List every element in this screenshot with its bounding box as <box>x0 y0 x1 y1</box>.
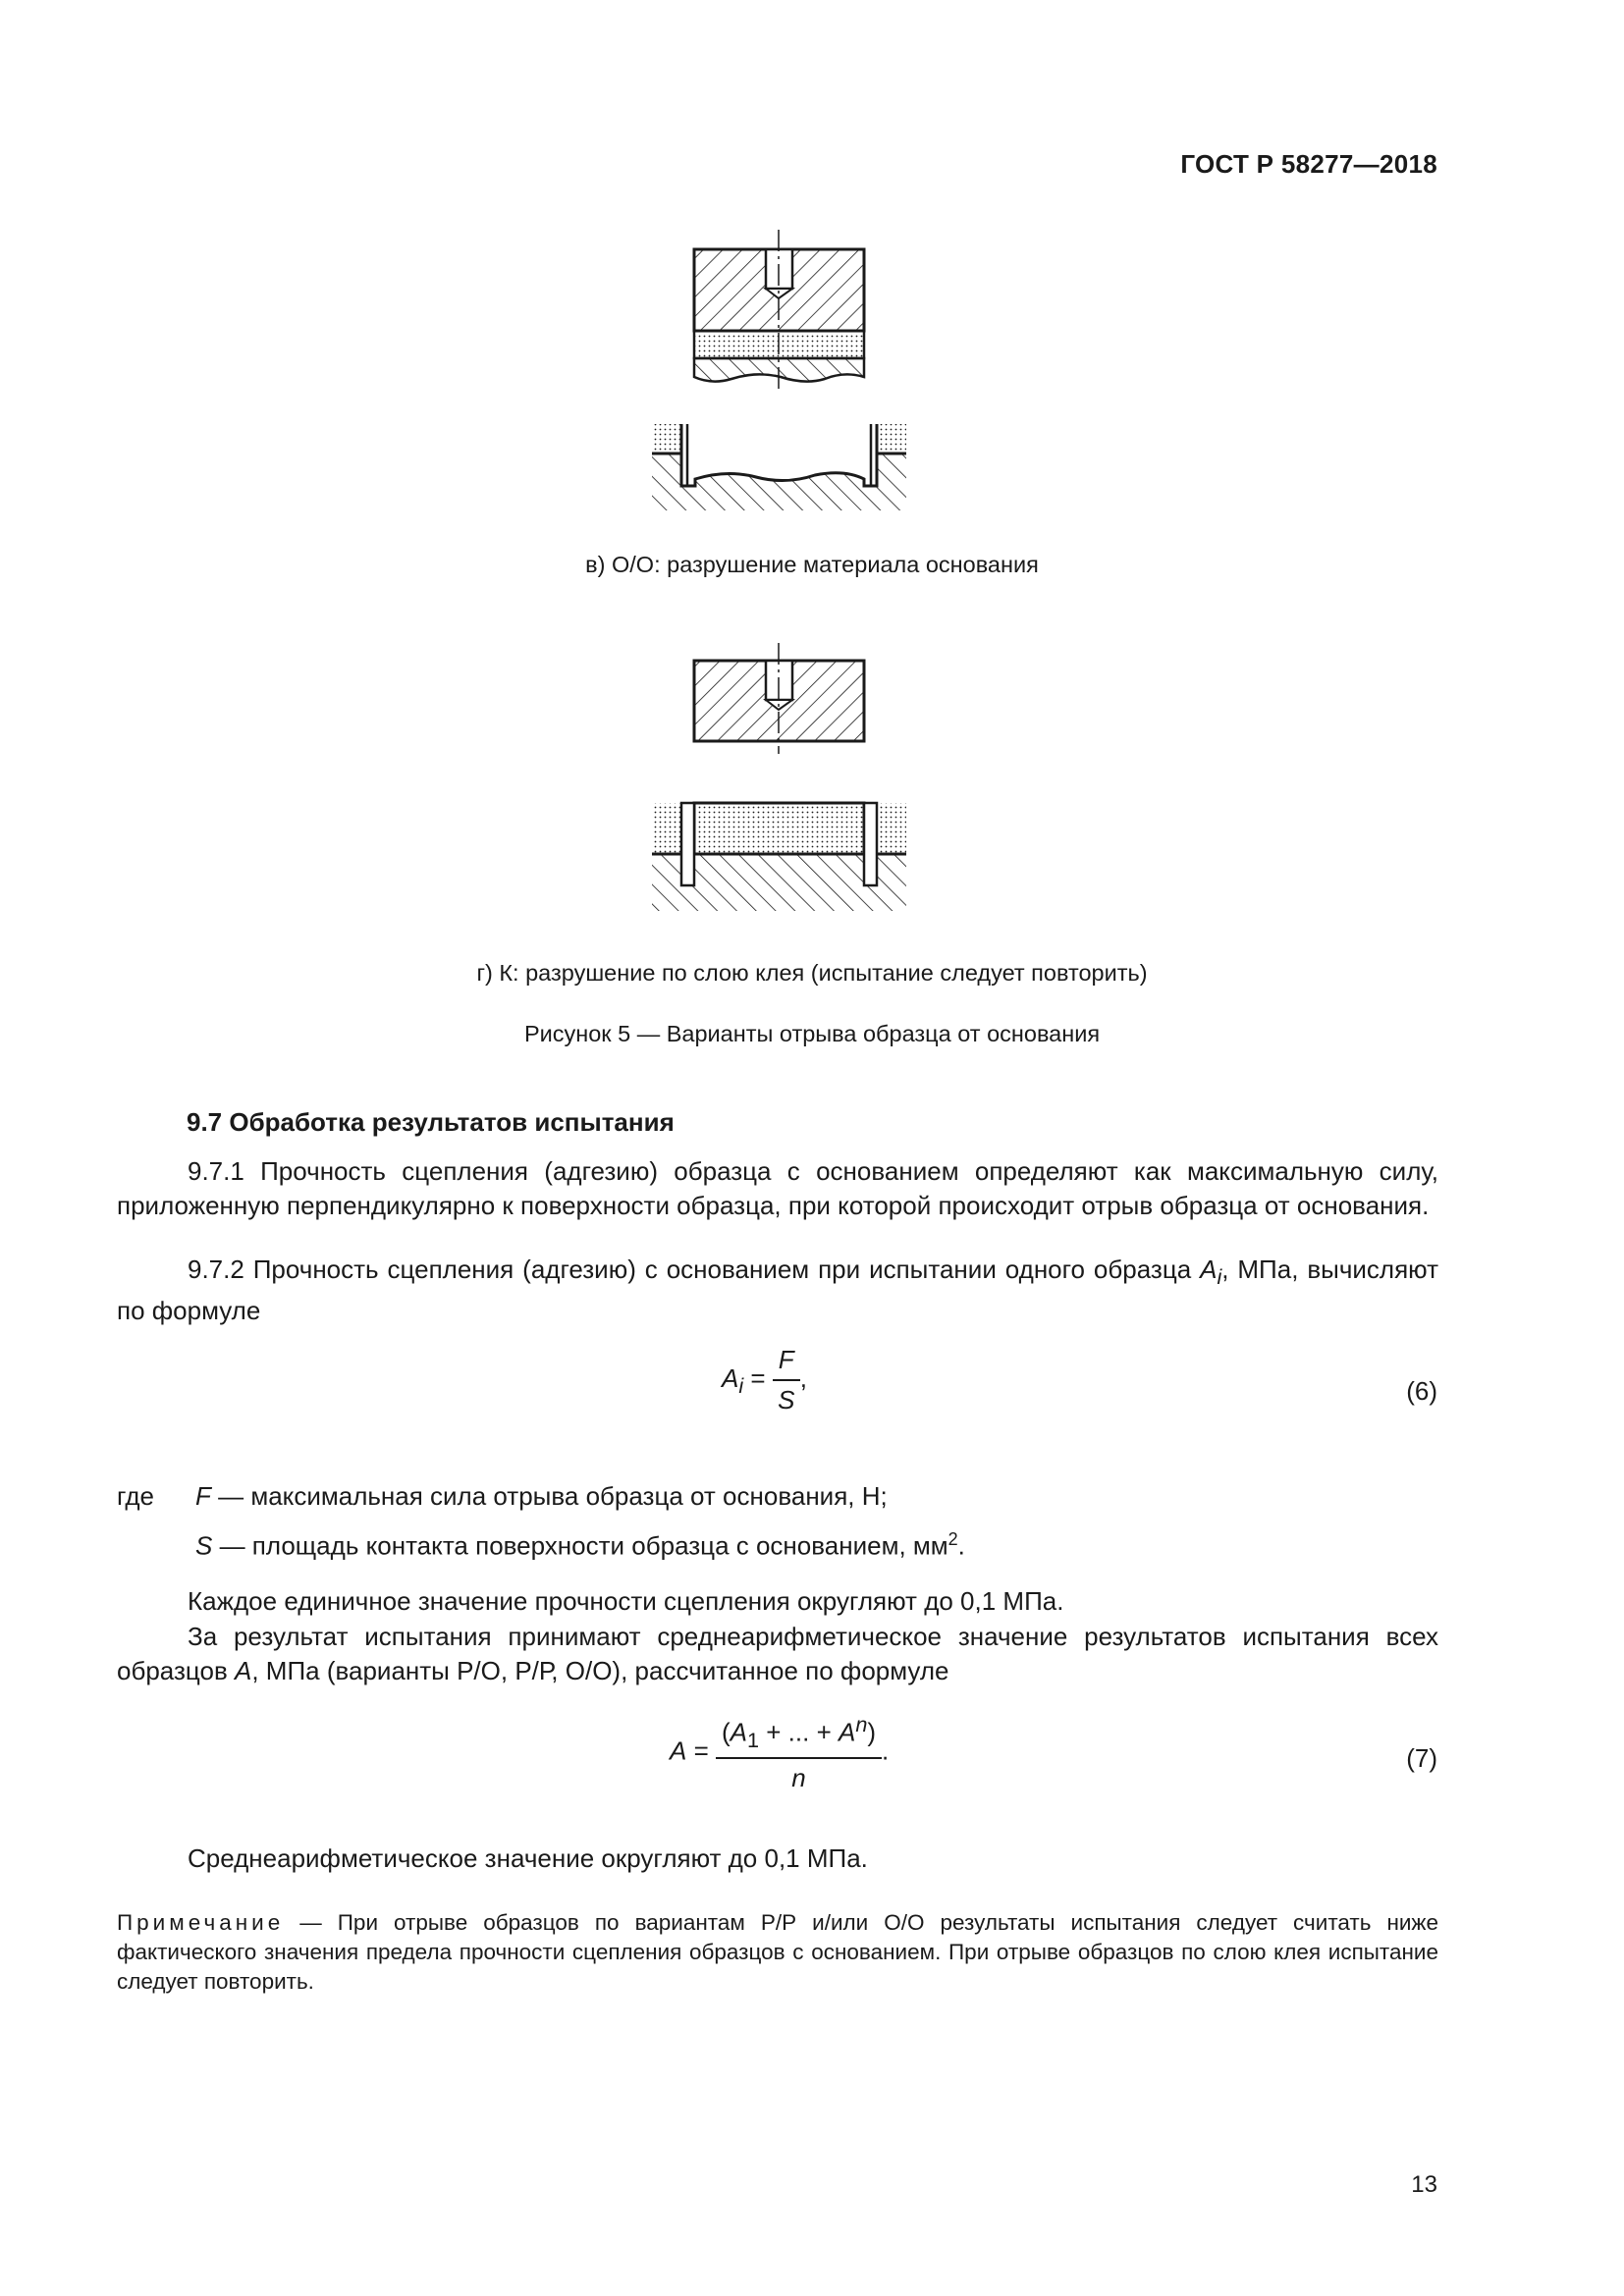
f7-close: ) <box>867 1717 877 1747</box>
f7-trail: . <box>882 1735 890 1766</box>
formula-7 <box>670 1712 889 1793</box>
groove-left <box>681 803 694 885</box>
coating-right <box>877 424 906 454</box>
f7-an-sup: n <box>855 1712 868 1736</box>
figure-g-caption: г) К: разрушение по слою клея (испытание следует повторить) <box>476 960 1148 986</box>
paragraph-9-7-2 <box>117 1253 1438 1328</box>
f6-eq: = <box>743 1362 773 1393</box>
f7-denominator: n <box>791 1762 806 1792</box>
figure-v-drawing <box>0 226 1624 520</box>
p2-text-b: , МПа, вычисляют по формуле <box>117 1255 1438 1326</box>
paragraph-mean-rounding: Среднеарифметическое значение округляют до 0,1 МПа. <box>188 1843 868 1873</box>
p2-var: A <box>1200 1255 1218 1284</box>
paragraph-result <box>117 1620 1438 1688</box>
note-text: — При отрыве образцов по вариантам Р/Р и/или О/О результаты испытания следует считать ниже фактического значения предела прочности сцепления образцов с основанием. При отрыве образцов по слою клея испытание следует повторить. <box>117 1910 1438 1994</box>
p4-var: A <box>235 1656 252 1685</box>
note-label: Примечание <box>117 1910 285 1935</box>
f7-a1: A <box>730 1717 747 1747</box>
figure-v-caption: в) О/О: разрушение материала основания <box>585 552 1039 577</box>
legend-s-symbol: S <box>195 1530 213 1561</box>
legend-s-tail: . <box>957 1530 965 1561</box>
f6-lhs-sub: i <box>738 1373 744 1399</box>
f7-a1-sub: 1 <box>747 1727 760 1752</box>
paragraph-rounding: Каждое единичное значение прочности сцепления округляют до 0,1 МПа. <box>188 1586 1064 1616</box>
f7-an: A <box>838 1717 856 1747</box>
formula-7-number: (7) <box>1406 1743 1437 1773</box>
p2-sub: i <box>1217 1264 1222 1290</box>
note <box>117 1908 1438 1997</box>
f7-mid: + ... + <box>759 1717 839 1747</box>
figure-g-drawing <box>0 638 1624 923</box>
f6-denominator: S <box>778 1385 795 1415</box>
p2-text-a: 9.7.2 Прочность сцепления (адгезию) с основанием при испытании одного образца <box>188 1255 1201 1284</box>
coating-sample <box>694 803 864 854</box>
legend-s-sup: 2 <box>947 1529 958 1549</box>
p4-text-a: За результат испытания принимают среднеарифметическое значение результатов испытания всех образцов <box>117 1622 1438 1685</box>
f6-fraction <box>773 1345 800 1415</box>
groove-right <box>864 803 877 885</box>
f7-lhs: A <box>670 1735 687 1766</box>
document-header: ГОСТ Р 58277—2018 <box>1180 149 1437 179</box>
legend-item-f <box>195 1474 888 1518</box>
p4-text-b: , МПа (варианты Р/О, Р/Р, О/О), рассчитанное по формуле <box>251 1656 949 1685</box>
f7-open: ( <box>721 1717 731 1747</box>
legend-where: где <box>117 1481 154 1511</box>
f6-numerator: F <box>773 1345 800 1381</box>
f7-numerator <box>716 1712 882 1759</box>
adhesive-layer <box>694 331 864 358</box>
formula-6 <box>722 1345 807 1415</box>
coating-right <box>877 803 906 854</box>
f7-eq: = <box>686 1735 716 1766</box>
f7-fraction <box>716 1712 882 1793</box>
legend-s-text: — площадь контакта поверхности образца с основанием, мм <box>212 1530 948 1561</box>
legend-f-text: — максимальная сила отрыва образца от основания, Н; <box>210 1481 888 1511</box>
formula-6-number: (6) <box>1406 1376 1437 1406</box>
section-heading: 9.7 Обработка результатов испытания <box>187 1107 675 1137</box>
legend-item-s <box>195 1518 965 1568</box>
figure-title: Рисунок 5 — Варианты отрыва образца от основания <box>523 1021 1101 1046</box>
f6-trail: , <box>799 1362 807 1393</box>
crater-outline <box>652 424 906 486</box>
paragraph-9-7-1: 9.7.1 Прочность сцепления (адгезию) образца с основанием определяют как максимальную силу, приложенную перпендикулярно к поверхности образца, при которой происходит отрыв образца от основания. <box>117 1156 1438 1220</box>
f6-lhs: A <box>722 1362 739 1393</box>
page-number: 13 <box>1411 2171 1437 2198</box>
coating-left <box>652 803 681 854</box>
coating-left <box>652 424 681 454</box>
legend-f-symbol: F <box>195 1481 211 1511</box>
